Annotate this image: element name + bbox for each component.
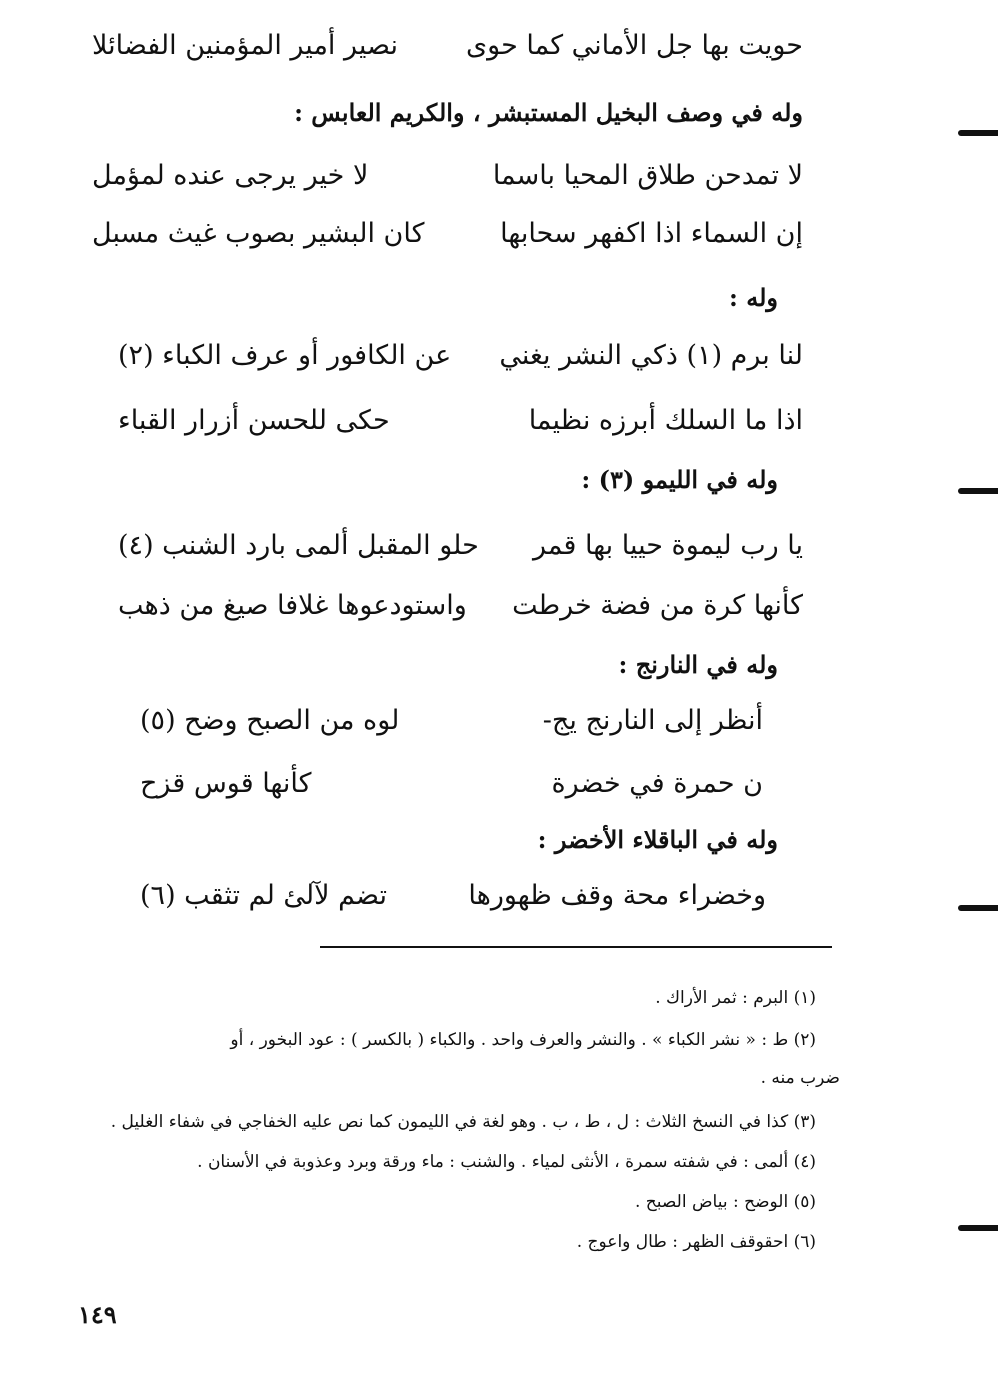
verse-lemon-2 [118,590,803,621]
verse-hemistich-right: حويت بها جل الأماني كما حوى [466,30,803,61]
verse-hemistich-right: إن السماء اذا اكفهر سحابها [500,218,803,249]
section-heading-miser: وله في وصف البخيل المستبشر ، والكريم العابس : [294,98,803,127]
verse-hemistich-left: نصير أمير المؤمنين الفضائلا [92,30,398,61]
verse-miser-1 [92,160,803,191]
verse-hemistich-right: لا تمدحن طلاق المحيا باسما [492,160,803,191]
verse-miser-2 [92,218,803,249]
verse-orange-2 [140,768,763,799]
verse-hemistich-left: عن الكافور أو عرف الكباء (٢) [118,340,452,371]
verse-hemistich-left: واستودعوها غلافا صيغ من ذهب [118,590,467,621]
section-heading-green-beans: وله في الباقلاء الأخضر : [537,825,778,854]
verse-barm-2 [118,405,803,436]
footnote-3: (٣) كذا في النسخ الثلاث : ل ، ط ، ب . وهو لغة في الليمون كما نص عليه الخفاجي في شفاء الغليل . [110,1112,816,1132]
footnote-2-continued: ضرب منه . [760,1068,840,1088]
scan-edge-mark [958,130,998,136]
verse-orange-1 [140,705,763,736]
scan-edge-mark [958,1225,998,1231]
section-heading-bitter-orange: وله في النارنج : [618,650,778,679]
verse-hemistich-left: لوه من الصبح وضح (٥) [140,705,400,736]
verse-hemistich-left: حلو المقبل ألمى بارد الشنب (٤) [118,530,479,561]
footnote-4: (٤) ألمى : في شفته سمرة ، الأنثى لمياء . والشنب : ماء ورقة وبرد وعذوبة في الأسنان . [197,1152,816,1172]
verse-hemistich-left: حكى للحسن أزرار القباء [118,405,390,436]
verse-hemistich-right: ن حمرة في خضرة [551,768,763,799]
verse-hemistich-left: كأنها قوس قزح [140,768,312,799]
verse-hemistich-left: لا خير يرجى عنده لمؤمل [92,160,369,191]
scan-edge-mark [958,905,998,911]
verse-lemon-1 [118,530,803,561]
footnote-1: (١) البرم : ثمر الأراك . [655,988,816,1008]
page-number: ١٤٩ [78,1300,117,1329]
verse-hemistich-right: يا رب ليموة حييا بها قمر [533,530,803,561]
footnote-2: (٢) ط : « نشر الكباء » . والنشر والعرف واحد . والكباء ( بالكسر ) : عود البخور ، أو [230,1030,816,1050]
opening-verse [92,30,803,61]
verse-barm-1 [118,340,803,371]
verse-hemistich-right: اذا ما السلك أبرزه نظيما [528,405,803,436]
footnote-divider [320,946,832,948]
verse-beans-1 [140,880,766,911]
verse-hemistich-right: كأنها كرة من فضة خرطت [512,590,803,621]
verse-hemistich-right: لنا برم (١) ذكي النشر يغني [499,340,803,371]
verse-hemistich-left: كان البشير بصوب غيث مسبل [92,218,425,249]
section-heading-wa-lahu: وله : [729,283,778,312]
verse-hemistich-left: تضم لآلئ لم تثقب (٦) [140,880,387,911]
verse-hemistich-right: أنظر إلى النارنج يج- [542,705,763,736]
verse-hemistich-right: وخضراء محة وقف ظهورها [468,880,766,911]
footnote-5: (٥) الوضح : بياض الصبح . [635,1192,816,1212]
section-heading-lemon: وله في الليمو (٣) : [581,465,778,494]
scan-edge-mark [958,488,998,494]
footnote-6: (٦) احقوقف الظهر : طال واعوج . [576,1232,816,1252]
